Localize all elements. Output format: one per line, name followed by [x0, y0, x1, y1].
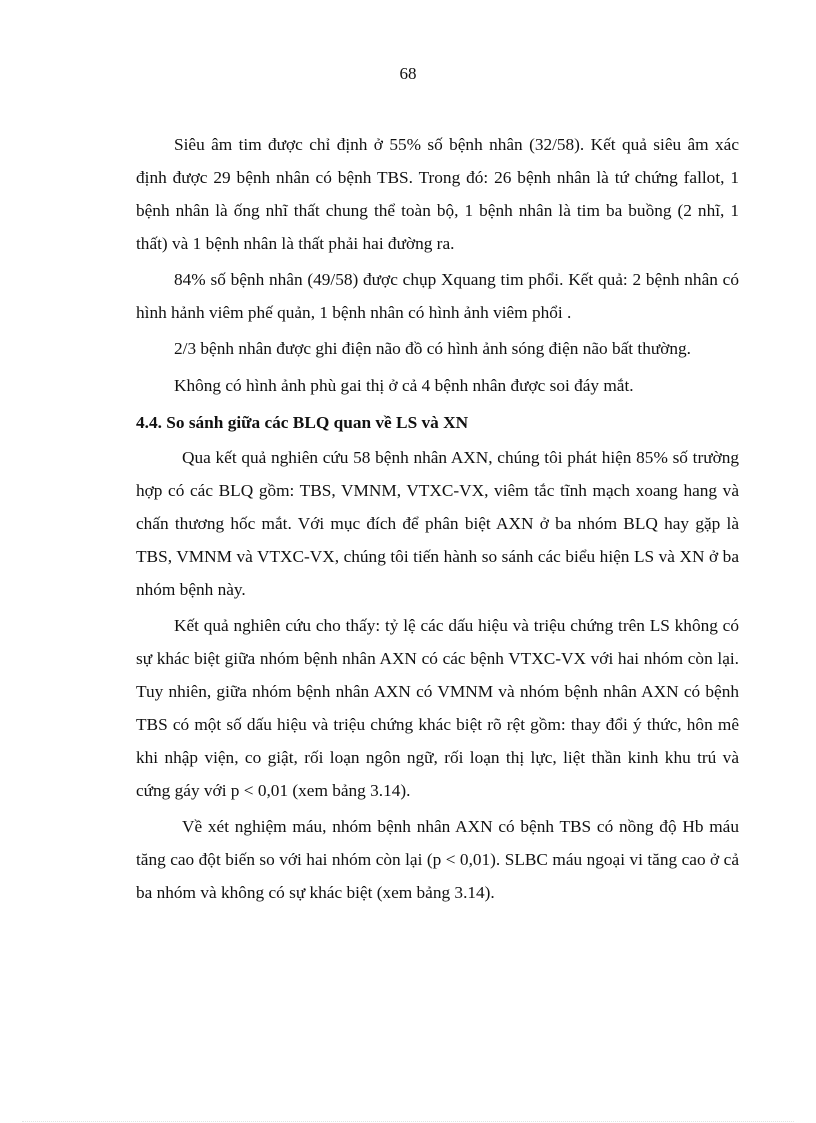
section-heading: 4.4. So sánh giữa các BLQ quan về LS và XN	[136, 413, 469, 432]
paragraph-eeg: 2/3 bệnh nhân được ghi điện não đồ có hình ảnh sóng điện não bất thường.	[174, 339, 691, 358]
paragraph-echocardiography: Siêu âm tim được chỉ định ở 55% số bệnh nhân (32/58). Kết quả siêu âm xác định được 29 bệnh nhân có bệnh TBS. Trong đó: 26 bệnh nhân là tứ chứng fallot, 1 bệnh nhân là ống nhĩ thất chung thể toàn bộ, 1 bệnh nhân là tim ba buồng (2 nhĩ, 1 thất) và 1 bệnh nhân là thất phải hai đường ra.	[136, 135, 739, 253]
paragraph-clinical-results: Kết quả nghiên cứu cho thấy: tỷ lệ các dấu hiệu và triệu chứng trên LS không có sự khác biệt giữa nhóm bệnh nhân AXN có các bệnh VTXC-VX với hai nhóm còn lại. Tuy nhiên, giữa nhóm bệnh nhân AXN có VMNM và nhóm bệnh nhân AXN có bệnh TBS có một số dấu hiệu và triệu chứng khác biệt rõ rệt gồm: thay đổi ý thức, hôn mê khi nhập viện, co giật, rối loạn ngôn ngữ, rối loạn thị lực, liệt thần kinh khu trú và cứng gáy với p < 0,01 (xem bảng 3.14).	[136, 616, 739, 800]
document-body	[136, 128, 739, 912]
paragraph-comparison-intro: Qua kết quả nghiên cứu 58 bệnh nhân AXN, chúng tôi phát hiện 85% số trường hợp có các BLQ gồm: TBS, VMNM, VTXC-VX, viêm tắc tĩnh mạch xoang hang và chấn thương hốc mắt. Với mục đích để phân biệt AXN ở ba nhóm BLQ hay gặp là TBS, VMNM và VTXC-VX, chúng tôi tiến hành so sánh các biểu hiện LS và XN ở ba nhóm bệnh này.	[136, 448, 739, 599]
paragraph-xray: 84% số bệnh nhân (49/58) được chụp Xquang tim phổi. Kết quả: 2 bệnh nhân có hình hảnh viêm phế quản, 1 bệnh nhân có hình ảnh viêm phổi .	[136, 270, 739, 322]
paragraph-blood-tests: Về xét nghiệm máu, nhóm bệnh nhân AXN có bệnh TBS có nồng độ Hb máu tăng cao đột biến so với hai nhóm còn lại (p < 0,01). SLBC máu ngoại vi tăng cao ở cả ba nhóm và không có sự khác biệt (xem bảng 3.14).	[136, 817, 739, 902]
page-number: 68	[399, 64, 417, 83]
paragraph-fundoscopy: Không có hình ảnh phù gai thị ở cả 4 bệnh nhân được soi đáy mắt.	[174, 376, 634, 395]
footer-divider	[22, 1121, 794, 1122]
